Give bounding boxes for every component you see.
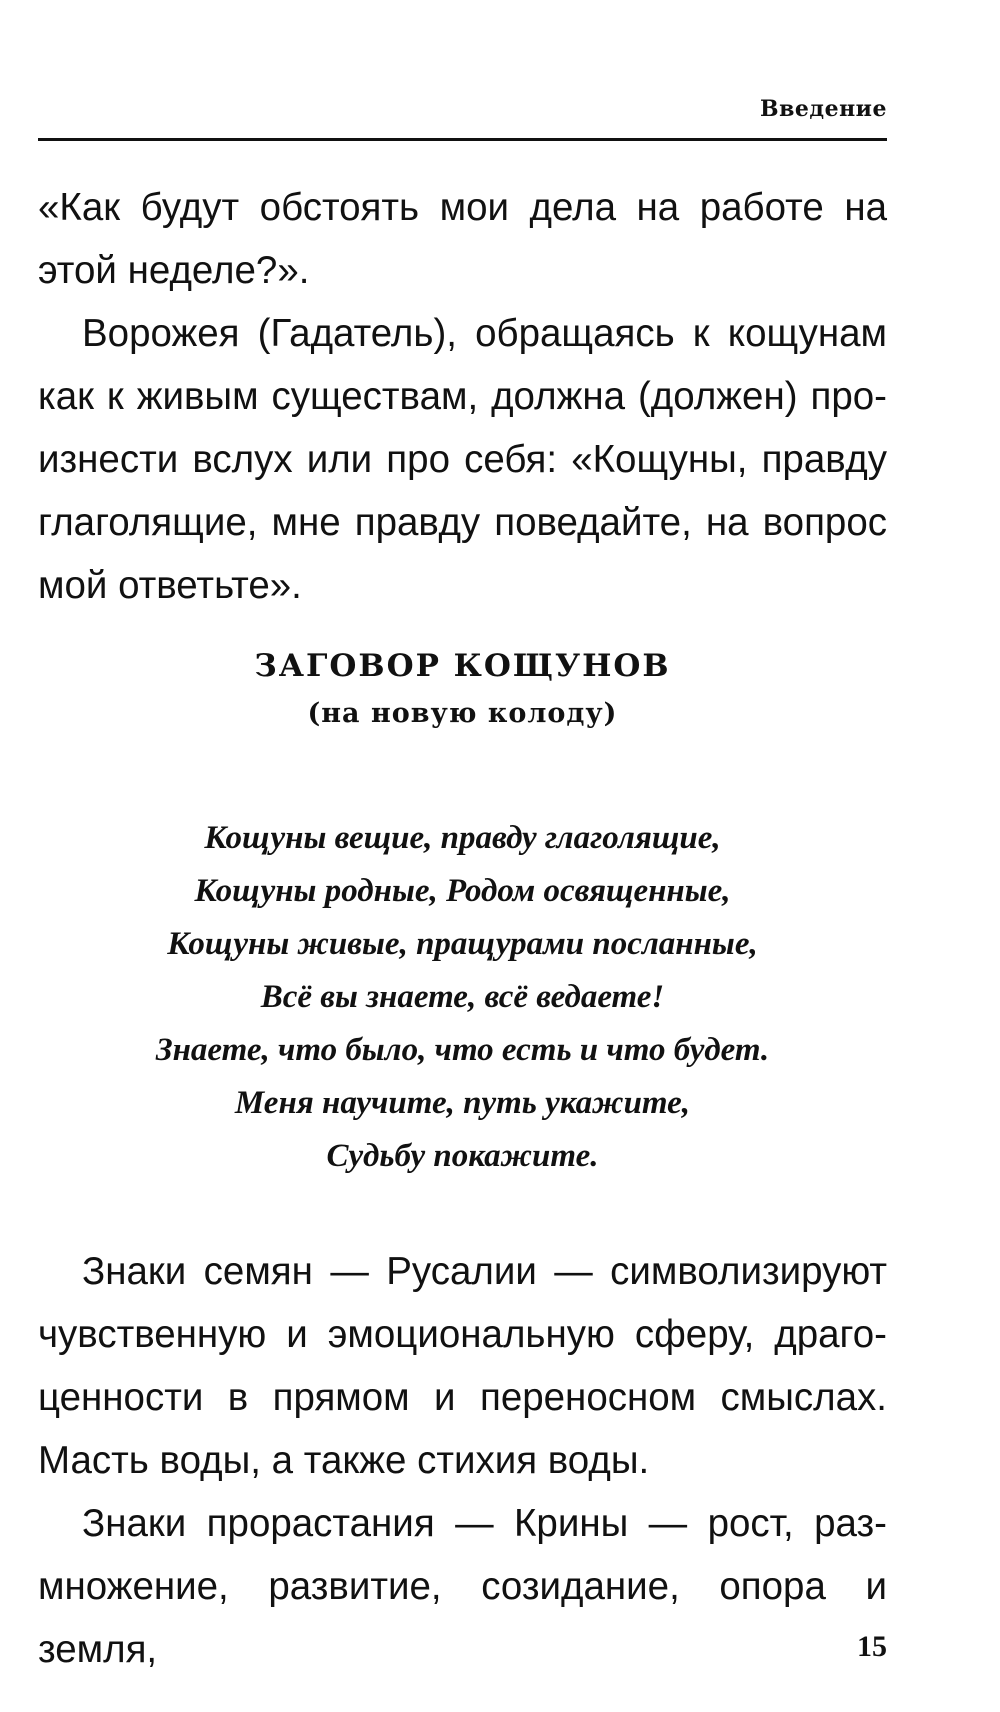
verse-line: Меня научите, путь укажите,	[234, 1085, 691, 1121]
header-divider	[38, 138, 887, 141]
intro-text	[38, 176, 887, 617]
spell-title: ЗАГОВОР КОЩУНОВ	[254, 648, 671, 684]
body-text	[38, 1240, 887, 1681]
page-number: 15	[857, 1630, 887, 1663]
verse-line: Знаете, что было, что есть и что будет.	[155, 1032, 770, 1068]
paragraph: Ворожея (Гадатель), обращаясь к кощунам как к живым существам, должна (должен) произнести вслух или про себя: «Кощуны, правду глаголящие, мне правду поведайте, на вопрос мой ответьте».	[38, 312, 887, 607]
running-header: Введение	[760, 96, 887, 122]
spell-subtitle: (на новую колоду)	[307, 698, 618, 729]
paragraph: «Как будут обстоять мои дела на работе на этой неделе?».	[38, 186, 887, 292]
paragraph: Знаки семян — Русалии — символизируют чувственную и эмоциональную сферу, драгоценности в прямом и переносном смыслах. Масть воды, а также стихия воды.	[38, 1250, 887, 1482]
verse-line: Всё вы знаете, всё ведаете!	[260, 979, 665, 1015]
verse-line: Кощуны живые, пращурами посланные,	[167, 926, 758, 962]
verse-line: Кощуны родные, Родом освященные,	[194, 873, 731, 909]
paragraph: Знаки прорастания — Крины — рост, размножение, развитие, созидание, опора и земля,	[38, 1502, 887, 1671]
spell-verse	[38, 812, 887, 1183]
verse-line: Кощуны вещие, правду глаголящие,	[204, 820, 721, 856]
verse-line: Судьбу покажите.	[326, 1138, 599, 1174]
